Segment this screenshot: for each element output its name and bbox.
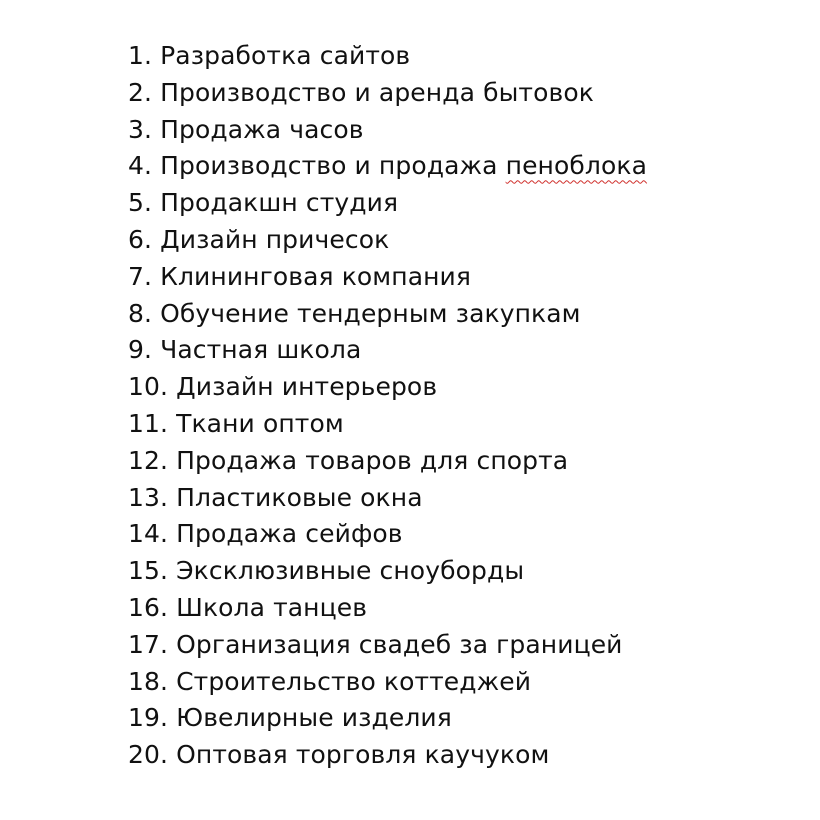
item-text: Ювелирные изделия — [176, 703, 452, 733]
item-text: Дизайн причесок — [160, 224, 390, 254]
item-text: Производство и аренда бытовок — [160, 77, 594, 107]
item-text: Школа танцев — [176, 592, 368, 622]
list-item — [128, 296, 647, 333]
item-number: 16. — [128, 592, 169, 622]
list-item — [128, 332, 647, 369]
item-number: 9. — [128, 335, 153, 365]
item-text: Ткани оптом — [176, 408, 344, 438]
item-number: 12. — [128, 445, 169, 475]
item-text: Пластиковые окна — [176, 482, 423, 512]
item-number: 13. — [128, 482, 169, 512]
list-item — [128, 700, 647, 737]
item-number: 8. — [128, 298, 153, 328]
item-number: 20. — [128, 740, 169, 770]
item-number: 7. — [128, 261, 153, 291]
item-text: Продажа товаров для спорта — [176, 445, 569, 475]
item-text: Продажа сейфов — [176, 519, 403, 549]
item-number: 10. — [128, 372, 169, 402]
list-item — [128, 369, 647, 406]
item-text: Производство и продажа — [160, 151, 498, 181]
list-item — [128, 185, 647, 222]
item-number: 6. — [128, 224, 153, 254]
item-number: 17. — [128, 629, 169, 659]
list-item — [128, 516, 647, 553]
item-number: 11. — [128, 408, 169, 438]
item-number: 14. — [128, 519, 169, 549]
item-text: Клининговая компания — [160, 261, 472, 291]
list-item — [128, 75, 647, 112]
item-text: Дизайн интерьеров — [176, 372, 438, 402]
list-item — [128, 627, 647, 664]
list-item — [128, 38, 647, 75]
list-item — [128, 406, 647, 443]
item-text: Строительство коттеджей — [176, 666, 532, 696]
item-number: 19. — [128, 703, 169, 733]
item-text: Оптовая торговля каучуком — [176, 740, 550, 770]
item-number: 5. — [128, 188, 153, 218]
list-item — [128, 112, 647, 149]
misspelled-word[interactable]: пеноблока — [505, 151, 648, 181]
item-number: 2. — [128, 77, 153, 107]
list-item — [128, 590, 647, 627]
item-number: 3. — [128, 114, 153, 144]
list-item — [128, 480, 647, 517]
item-text: Продажа часов — [160, 114, 364, 144]
item-text: Организация свадеб за границей — [176, 629, 623, 659]
list-item — [128, 737, 647, 774]
item-number: 15. — [128, 556, 169, 586]
item-text: Продакшн студия — [160, 188, 399, 218]
list-item — [128, 443, 647, 480]
item-text: Частная школа — [160, 335, 362, 365]
list-item — [128, 259, 647, 296]
item-text: Эксклюзивные сноуборды — [176, 556, 525, 586]
numbered-list — [128, 38, 647, 774]
list-item — [128, 222, 647, 259]
item-text: Обучение тендерным закупкам — [160, 298, 581, 328]
item-number: 1. — [128, 41, 153, 70]
list-item — [128, 553, 647, 590]
item-number: 4. — [128, 151, 153, 181]
list-item — [128, 664, 647, 701]
item-text: Разработка сайтов — [160, 41, 411, 70]
list-item — [128, 148, 647, 185]
item-number: 18. — [128, 666, 169, 696]
